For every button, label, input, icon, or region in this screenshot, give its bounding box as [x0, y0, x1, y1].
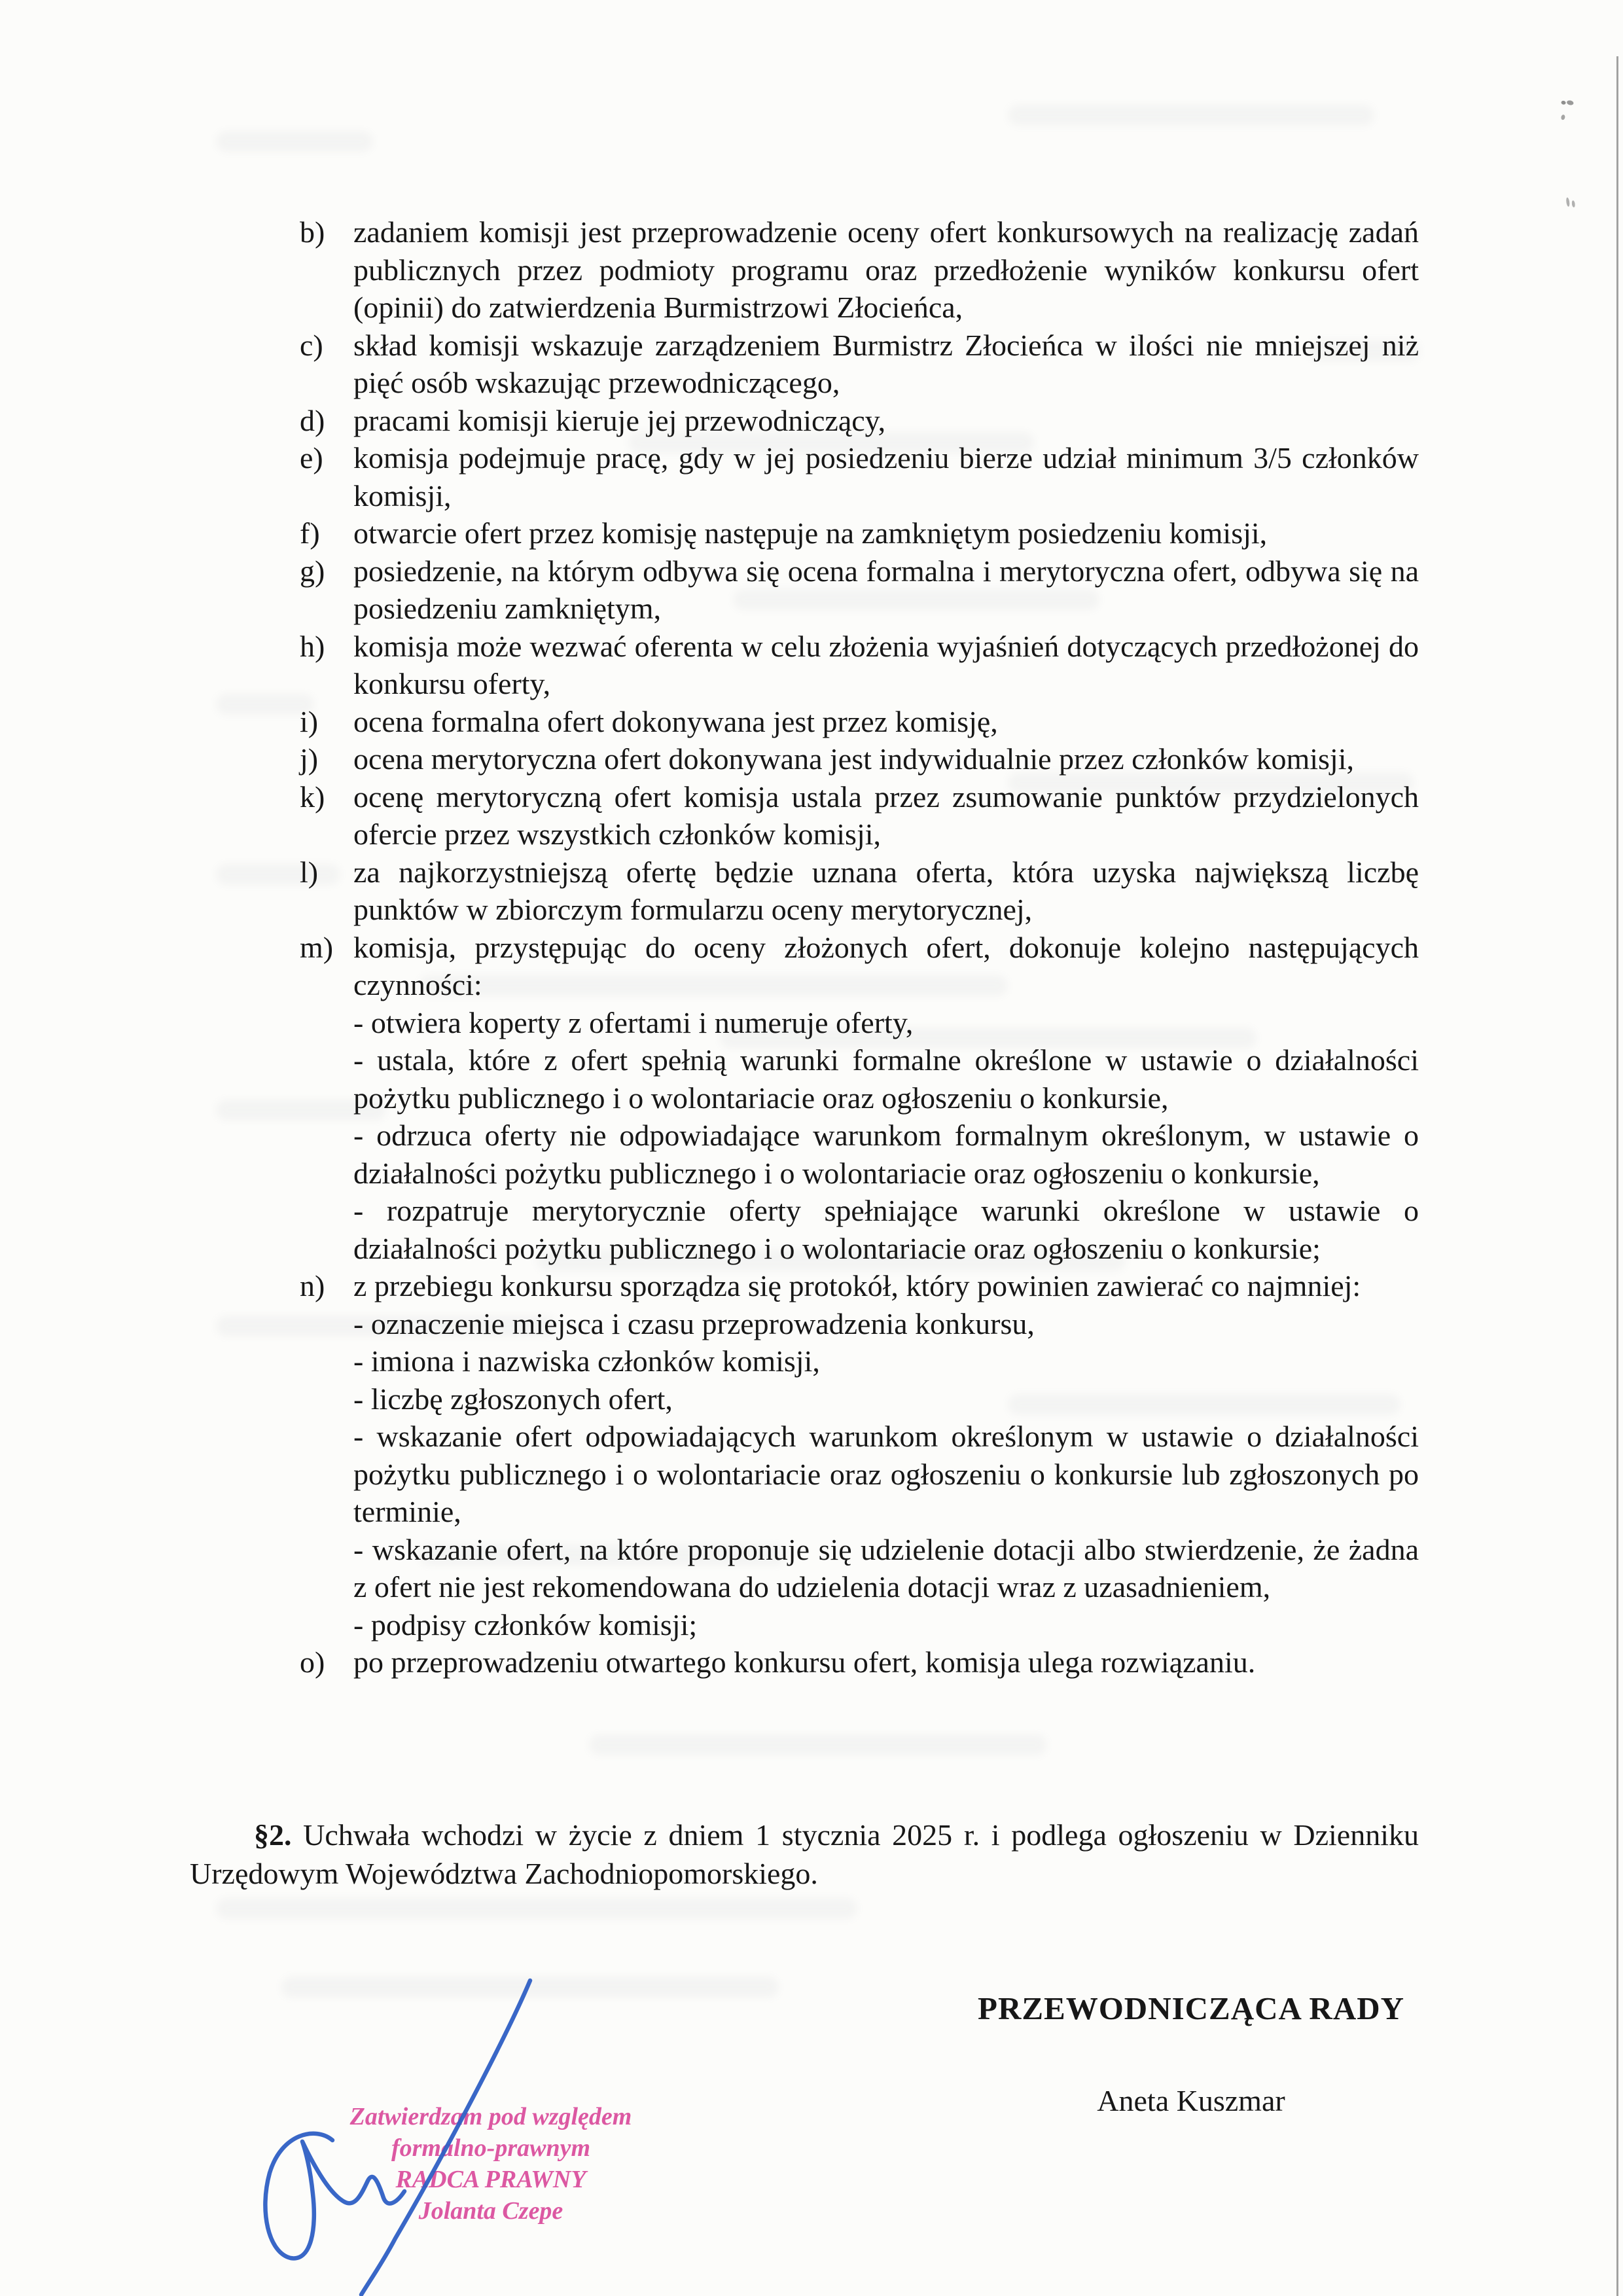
list-item-text: za najkorzystniejszą ofertę będzie uznana oferta, która uzyska największą liczbę punktów w zbiorczym formularzu oceny merytorycznej,	[353, 855, 1419, 926]
list-item-marker: k)	[300, 780, 325, 814]
list-item-marker: j)	[300, 742, 319, 776]
lettered-list	[190, 213, 1419, 1681]
list-item-text: komisja, przystępując do oceny złożonych ofert, dokonuje kolejno następujących czynności:	[353, 930, 1419, 1001]
list-item	[190, 402, 1419, 440]
signature-stroke-loop	[265, 2134, 404, 2259]
list-subitem: - wskazanie ofert odpowiadających warunkom określonym w ustawie o działalności pożytku publicznego i o wolontariacie oraz ogłoszeniu o konkursie lub zgłoszonych po terminie,	[353, 1420, 1419, 1528]
list-item-text: ocena merytoryczna ofert dokonywana jest indywidualnie przez członków komisji,	[353, 742, 1354, 776]
list-item-text: zadaniem komisji jest przeprowadzenie oceny ofert konkursowych na realizację zadań publicznych przez podmioty programu oraz przedłożenie wyników konkursu ofert (opinii) do zatwierdzenia Burmistrzowi Złocieńca,	[353, 215, 1419, 324]
list-item-text: komisja podejmuje pracę, gdy w jej posiedzeniu bierze udział minimum 3/5 członków komisji,	[353, 441, 1419, 512]
ink-speck	[1562, 189, 1580, 217]
list-subitem: - odrzuca oferty nie odpowiadające warunkom formalnym określonym, w ustawie o działalności pożytku publicznego i o wolontariacie oraz ogłoszeniu o konkursie,	[353, 1119, 1419, 1190]
stamp-line: Jolanta Czepe	[418, 2197, 563, 2225]
list-subitem: - otwiera koperty z ofertami i numeruje oferty,	[353, 1005, 914, 1039]
list-item	[190, 740, 1419, 778]
list-item-marker: g)	[300, 554, 325, 588]
list-item-text: pracami komisji kieruje jej przewodniczący,	[353, 403, 886, 437]
closing-paragraph	[190, 1816, 1419, 1893]
list-item-marker: l)	[300, 855, 319, 889]
stamp-line: Zatwierdzam pod względem	[349, 2103, 632, 2130]
list-subitem: - oznaczenie miejsca i czasu przeprowadzenia konkursu,	[353, 1306, 1035, 1340]
signature-block	[949, 1990, 1433, 2118]
stamp-line: RADCA PRAWNY	[395, 2166, 586, 2193]
bleed-smudge	[216, 1898, 857, 1919]
ink-speck	[1554, 96, 1578, 128]
list-item-text: komisja może wezwać oferenta w celu złożenia wyjaśnień dotyczących przedłożonej do konkursu oferty,	[353, 629, 1419, 700]
bleed-smudge	[1008, 105, 1374, 126]
list-subitem: - imiona i nazwiska członków komisji,	[353, 1344, 820, 1378]
list-item	[190, 552, 1419, 628]
list-item	[190, 327, 1419, 402]
list-item-marker: i)	[300, 704, 319, 738]
list-subitem: - ustala, które z ofert spełnią warunki formalne określone w ustawie o działalności pożytku publicznego i o wolontariacie oraz ogłoszeniu o konkursie,	[353, 1043, 1419, 1115]
list-item-marker: n)	[300, 1269, 325, 1302]
list-item	[190, 853, 1419, 929]
list-item-text: z przebiegu konkursu sporządza się protokół, który powinien zawierać co najmniej:	[353, 1269, 1361, 1302]
signer-title: PRZEWODNICZĄCA RADY	[978, 1990, 1404, 2026]
list-item-marker: h)	[300, 629, 325, 663]
stamp-line: formalno-prawnym	[391, 2134, 591, 2162]
list-item	[190, 1267, 1419, 1643]
scan-edge-line	[1616, 56, 1618, 2296]
bleed-smudge	[589, 1734, 1047, 1755]
list-item	[190, 703, 1419, 741]
list-item	[190, 1643, 1419, 1681]
handwritten-signature	[237, 1971, 577, 2296]
closing-paragraph-text: Uchwała wchodzi w życie z dniem 1 stycznia 2025 r. i podlega ogłoszeniu w Dzienniku Urzędowym Województwa Zachodniopomorskiego.	[190, 1818, 1419, 1890]
list-item-marker: f)	[300, 516, 320, 550]
list-subitem: - liczbę zgłoszonych ofert,	[353, 1382, 673, 1416]
list-subitem: - wskazanie ofert, na które proponuje się udzielenie dotacji albo stwierdzenie, że żadna z ofert nie jest rekomendowana do udzielenia dotacji wraz z uzasadnieniem,	[353, 1532, 1419, 1604]
list-item-text: ocena formalna ofert dokonywana jest przez komisję,	[353, 704, 998, 738]
list-item-marker: m)	[300, 930, 334, 964]
list-item-marker: o)	[300, 1645, 325, 1679]
paragraph-number: §2.	[254, 1818, 292, 1852]
list-item	[190, 213, 1419, 327]
list-item	[190, 628, 1419, 703]
bleed-smudge	[216, 131, 373, 152]
list-subitem: - podpisy członków komisji;	[353, 1607, 698, 1641]
list-item-marker: b)	[300, 215, 325, 249]
list-item-text: po przeprowadzeniu otwartego konkursu ofert, komisja ulega rozwiązaniu.	[353, 1645, 1256, 1679]
signer-name: Aneta Kuszmar	[1097, 2084, 1285, 2117]
list-subitem: - rozpatruje merytorycznie oferty spełniające warunki określone w ustawie o działalności pożytku publicznego i o wolontariacie oraz ogłoszeniu o konkursie;	[353, 1194, 1419, 1265]
list-item-text: otwarcie ofert przez komisję następuje na zamkniętym posiedzeniu komisji,	[353, 516, 1268, 550]
list-item-text: ocenę merytoryczną ofert komisja ustala przez zsumowanie punktów przydzielonych ofercie przez wszystkich członków komisji,	[353, 780, 1419, 851]
list-item	[190, 778, 1419, 853]
list-item	[190, 929, 1419, 1268]
list-item-marker: c)	[300, 328, 323, 362]
list-item-marker: e)	[300, 441, 323, 475]
list-item	[190, 439, 1419, 514]
list-item-marker: d)	[300, 403, 325, 437]
signature-stroke-diagonal	[361, 1981, 530, 2295]
list-item	[190, 514, 1419, 552]
list-item-text: posiedzenie, na którym odbywa się ocena formalna i merytoryczna ofert, odbywa się na posiedzeniu zamkniętym,	[353, 554, 1419, 625]
list-item-text: skład komisji wskazuje zarządzeniem Burmistrz Złocieńca w ilości nie mniejszej niż pięć osób wskazując przewodniczącego,	[353, 328, 1419, 399]
